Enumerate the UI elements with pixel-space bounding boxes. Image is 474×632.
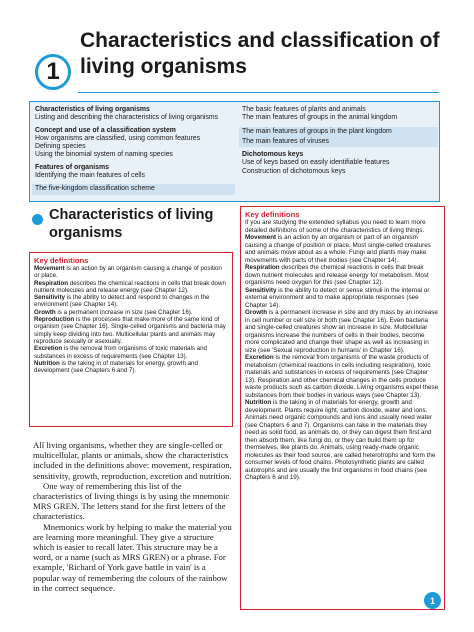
definition-item — [34, 280, 228, 295]
syllabus-topic-item: Construction of dichotomous keys — [242, 167, 346, 175]
definition-text: is an action by an organism causing a change of position or place. — [34, 265, 222, 280]
definition-item — [34, 309, 228, 316]
definition-item — [34, 345, 228, 360]
definition-text: is the taking in of materials for energy, growth and development (see Chapters 6 and 7). — [34, 359, 198, 375]
definition-text: describes the chemical reactions in cells that break down nutrient molecules and release energy for metabolism. Most organisms need oxygen for this (see Chapter 12). — [245, 264, 429, 286]
chapter-number-badge — [35, 54, 71, 90]
key-definitions-list — [34, 265, 228, 374]
definition-item — [245, 264, 440, 287]
definition-term: Sensitivity — [34, 294, 65, 302]
definition-term: Movement — [245, 234, 277, 241]
extended-intro: If you are studying the extended syllabus you need to learn more detailed definitions of some of the characteristics of living things. — [245, 219, 426, 234]
syllabus-topic-heading: Features of organisms — [35, 163, 109, 171]
body-paragraph: All living organisms, whether they are single-celled or multicellular, plants or animals, show the characteristics included in the definitions above: movement, respiration, sensitivity, growth, reproduction, excretion and nutrition. — [33, 440, 232, 481]
syllabus-topic-item: The main features of groups in the animal kingdom — [242, 114, 398, 122]
syllabus-topic-heading: Dichotomous keys — [242, 151, 304, 159]
title-divider — [78, 92, 439, 93]
definition-text: is a permanent increase in size and dry mass by an increase in cell number or cell size or both (see Chapter 16). Even bacteria and single-celled creatures show an increase in size. Multicellular organisms increase the numbers of cells in their bodies, become more complicated and change their shape as well as increasing in size (see 'Sexual reproduction in humans' in Chapter 16). — [245, 309, 438, 354]
definition-text: describes the chemical reactions in cells that break down nutrient molecules and release energy (see Chapter 12). — [34, 279, 226, 294]
syllabus-topic-item: The main features of groups in the plant kingdom — [239, 127, 438, 137]
body-paragraph: One way of remembering this list of the characteristics of living things is by using the mnemonic MRS GREN. The letters stand for the first letters of the characteristics. — [33, 480, 230, 522]
key-definitions-box — [29, 252, 233, 427]
syllabus-topic-item: Identifying the main features of cells — [35, 172, 145, 180]
definition-item — [245, 399, 440, 482]
definition-term: Respiration — [245, 264, 280, 271]
definition-text: is a permanent increase in size (see Chapter 16). — [55, 308, 193, 316]
definition-term: Nutrition — [34, 359, 60, 367]
definition-term: Growth — [34, 308, 56, 316]
definition-item — [245, 287, 440, 310]
definition-term: Sensitivity — [245, 286, 277, 294]
definition-text: is the taking in of materials for energy, growth and development. Plants require light, carbon dioxide, water and ions. Animals need organic compounds and ions and usually need water (see Chapters 6 and 7). Organisms can take in the materials they need as solid food, as animals do, or they can digest them first and then absorb them, like fungi do, or they can build them up for themselves, like plants do. Animals, using ready-made organic molecules as their food source, are called heterotrophs and form the consumer levels of food chains. Photosynthetic plants are called autotrophs and are usually the first organisms in food chains (see Chapters 6 and 19). — [245, 399, 436, 481]
section-bullet-icon — [32, 214, 43, 225]
syllabus-topic-item: Using the binomial system of naming species — [35, 151, 173, 159]
syllabus-topic-heading: Concept and use of a classification system — [35, 126, 176, 134]
definition-text: is the ability to detect and respond to changes in the environment (see Chapter 14). — [34, 294, 210, 309]
definition-text: is the processes that make more of the same kind of organism (see Chapter 16). Single-celled organisms and bacteria may simply keep dividing into two. Multicellular plants and animals may reproduce sexually or asexually. — [34, 316, 226, 345]
syllabus-left-column — [35, 106, 235, 195]
definition-item — [245, 309, 440, 354]
syllabus-topic-item: The main features of viruses — [239, 137, 438, 147]
definition-text: is the ability to detect or sense stimuli in the internal or external environment and to make appropriate responses (see Chapter 14). — [245, 286, 430, 309]
definition-text: is the removal from organisms of toxic materials and substances in excess of requirements (see Chapter 13). — [34, 345, 207, 360]
chapter-number: 1 — [46, 58, 60, 85]
extended-key-definitions-box — [240, 206, 445, 610]
syllabus-topic-item: The five-kingdom classification scheme — [32, 184, 235, 194]
definition-item — [245, 354, 440, 399]
chapter-title: Characteristics and classification of living organisms — [80, 29, 440, 78]
syllabus-topic-item: Defining species — [35, 143, 86, 151]
definition-term: Excretion — [245, 354, 274, 361]
extended-definitions-title: Key definitions — [245, 210, 300, 219]
definition-term: Respiration — [34, 279, 69, 287]
syllabus-topic-item: How organisms are classified, using common features — [35, 134, 201, 142]
page-number-badge — [424, 592, 441, 609]
definition-item — [34, 294, 228, 309]
definition-term: Excretion — [34, 345, 63, 353]
body-paragraph: Mnemonics work by helping to make the material you are learning more meaningful. They give a structure which is easier to recall later. This structure may be a word, or a name (such as MRS GREN) or a phrase. For example, 'Richard of York gave battle in vain' is a popular way of remembering the colours of the rainbow in the correct sequence. — [33, 521, 232, 593]
definition-item — [34, 360, 228, 375]
extended-definitions-list — [245, 234, 440, 482]
syllabus-topic-item: Use of keys based on easily identifiable features — [242, 159, 390, 167]
syllabus-topic-item: Listing and describing the characteristics of living organisms — [35, 114, 219, 122]
body-text — [33, 440, 233, 593]
syllabus-summary-box — [29, 101, 440, 202]
key-definitions-title: Key definitions — [34, 256, 89, 265]
page-number: 1 — [429, 595, 435, 606]
definition-text: is an action by an organism or part of an organism causing a change of position or place. Most single-celled creatures and animals move about as a whole. Fungi and plants may make movements with parts of their bodies (see Chapter 14). — [245, 234, 431, 264]
definition-text: is the removal from organisms of the waste products of metabolism (chemical reactions in cells including respiration), toxic materials and substances in excess of requirements (see Chapter 13). Respiration and other chemical changes in the cells produce waste products such as carbon dioxide. Living organisms expel these substances from their bodies in various ways (see Chapter 13). — [245, 354, 439, 399]
definition-term: Nutrition — [245, 399, 272, 406]
syllabus-topic-heading: Characteristics of living organisms — [35, 106, 150, 113]
definition-item — [245, 234, 440, 264]
syllabus-right-column — [242, 106, 438, 176]
definition-item — [34, 316, 228, 345]
definition-item — [34, 265, 228, 280]
section-heading: Characteristics of living organisms — [49, 207, 214, 241]
definition-term: Reproduction — [34, 316, 75, 324]
definition-term: Movement — [34, 265, 65, 272]
definition-term: Growth — [245, 309, 268, 316]
syllabus-topic-item: The basic features of plants and animals — [242, 106, 366, 113]
